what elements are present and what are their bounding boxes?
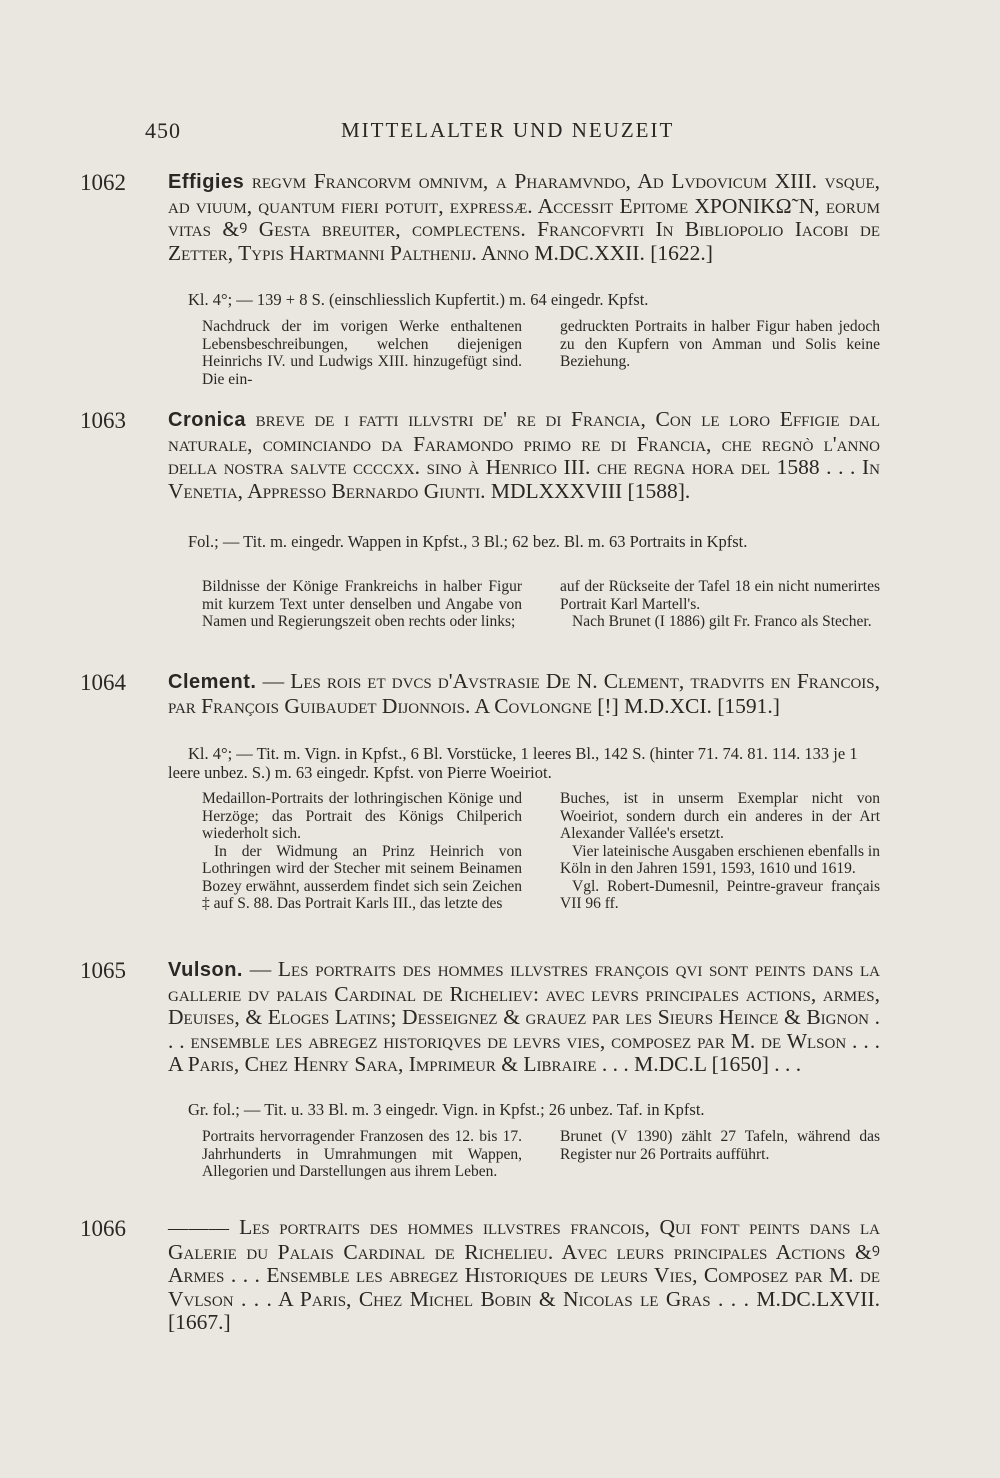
- entry-number: 1066: [80, 1216, 126, 1241]
- note-paragraph: Nach Brunet (I 1886) gilt Fr. Franco als Stecher.: [572, 613, 872, 630]
- note-right-column: [560, 790, 880, 913]
- note-right-column: [560, 1128, 880, 1181]
- note-right-column: [560, 318, 880, 388]
- entry-number: 1062: [80, 170, 126, 195]
- note-paragraph: Bildnisse der Könige Frankreichs in halber Figur mit kurzem Text unter denselben und Angabe von Namen und Regierungszeit oben rechts oder links;: [202, 578, 522, 630]
- entry-lead-word: Vulson.: [168, 959, 243, 981]
- entry-title: [168, 670, 880, 718]
- note-paragraph: Vgl. Robert-Dumesnil, Peintre-graveur français VII 96 ff.: [560, 877, 880, 912]
- entry-lead-word: Cronica: [168, 409, 246, 431]
- entry-title-text: breve de i fatti illvstri de' re di Francia, Con le loro Effigie dal naturale, cominciando da Faramondo primo re di Francia, che regnò l'anno della nostra salvte ccccxx. sino à Henrico III. che regna hora del 1588 . . . In Venetia, Appreſſo Bernardo Giunti. MDLXXXVIII [1588].: [168, 407, 880, 503]
- note-paragraph: Vier lateinische Ausgaben erschienen ebenfalls in Köln in den Jahren 1591, 1593, 1610 und 1619.: [560, 842, 880, 877]
- entry-title-text: Les portraits des hommes illvstres francois, Qui font peints dans la Galerie du Palais Cardinal de Richelieu. Avec leurs principales Actions &ꝰ Armes . . . Ensemble les abregez Hiſtoriques de leurs Vies, Compoſez par M. de Vvlson . . . A Paris, Chez Michel Bobin & Nicolas le Gras . . . M.DC.LXVII. [1667.]: [168, 1215, 880, 1334]
- entry-title: [168, 958, 880, 1077]
- entry-ditto-dash: ———: [168, 1217, 230, 1239]
- note-left-column: [202, 318, 522, 388]
- note-paragraph: Medaillon-Portraits der lothringischen Könige und Herzöge; das Portrait des Königs Chilperich wiederholt sich.: [202, 790, 522, 842]
- running-head: MITTELALTER UND NEUZEIT: [341, 118, 675, 142]
- entry-collation: Gr. fol.; — Tit. u. 33 Bl. m. 3 eingedr. Vign. in Kpfst.; 26 unbez. Taf. in Kpfst.: [188, 1100, 705, 1119]
- note-paragraph: Portraits hervorragender Franzosen des 12. bis 17. Jahrhunderts in Umrahmungen mit Wappen, Allegorien und Darstellungen aus ihrem Leben.: [202, 1128, 522, 1180]
- entry-collation: Kl. 4°; — Tit. m. Vign. in Kpfst., 6 Bl. Vorstücke, 1 leeres Bl., 142 S. (hinter 71. 74. 81. 114. 133 je 1 leere unbez. S.) m. 63 eingedr. Kpfst. von Pierre Woeiriot.: [168, 744, 858, 782]
- entry-title: [168, 170, 880, 265]
- entry-title-text: — Les rois et dvcs d'Avstrasie De N. Clement, tradvits en Francois, par François Guibaudet Dijonnois. A Covlongne [!] M.D.XCI. [1591.]: [168, 669, 880, 718]
- note-left-column: [202, 578, 522, 631]
- entry-title-text: — Les portraits des hommes illvstres françois qvi sont peints dans la gallerie dv palais Cardinal de Richeliev: avec levrs principales actions, armes, Deuiſes, & Eloges Latins; Deſſeignez & grauez par les Sieurs Heince & Bignon . . . ensemble les abregez historiqves de levrs vies, composez par M. de Wlson . . . A Paris, Chez Henry Sara, Imprimeur & Libraire . . . M.DC.L [1650] . . .: [168, 957, 880, 1076]
- note-left-column: [202, 790, 522, 913]
- page-number: 450: [145, 118, 181, 143]
- entry-number: 1065: [80, 958, 126, 983]
- entry-number: 1064: [80, 670, 126, 695]
- entry-lead-word: Effigies: [168, 171, 245, 193]
- note-paragraph: Buches, ist in unserm Exemplar nicht von Woeiriot, sondern durch ein anderes in der Art Alexander Vallée's ersetzt.: [560, 790, 880, 842]
- note-paragraph: Nachdruck der im vorigen Werke enthaltenen Lebensbeschreibungen, welchen diejenigen Heinrichs IV. und Ludwigs XIII. hinzugefügt sind. Die ein-: [202, 318, 522, 388]
- note-paragraph: Brunet (V 1390) zählt 27 Tafeln, während das Register nur 26 Portraits aufführt.: [560, 1128, 880, 1163]
- entry-title-text: regvm Francorvm omnivm, a Pharamvndo, Ad Lvdovicum XIII. vſque, ad viuum, quantum fieri potuit, expreſſæ. Accessit Epitome XPONIKΩ˜N, eorum vitas &ꝰ Geſta breuiter, complectens. Francofvrti In Bibliopolio Iacobi de Zetter, Typis Hartmanni Palthenij. Anno M.DC.XXII. [1622.]: [168, 169, 880, 265]
- note-paragraph: gedruckten Portraits in halber Figur haben jedoch zu den Kupfern von Amman und Solis keine Beziehung.: [560, 318, 880, 370]
- entry-number: 1063: [80, 408, 126, 433]
- note-right-column: [560, 578, 880, 631]
- note-paragraph: In der Widmung an Prinz Heinrich von Lothringen wird der Stecher mit seinem Beinamen Bozey erwähnt, ausserdem findet sich sein Zeichen ‡ auf S. 88. Das Portrait Karls III., das letzte des: [202, 842, 522, 912]
- note-paragraph: auf der Rückseite der Tafel 18 ein nicht numerirtes Portrait Karl Martell's.: [560, 578, 880, 613]
- entry-lead-word: Clement.: [168, 671, 257, 693]
- entry-title: [168, 1216, 880, 1335]
- note-left-column: [202, 1128, 522, 1181]
- entry-collation: Fol.; — Tit. m. eingedr. Wappen in Kpfst., 3 Bl.; 62 bez. Bl. m. 63 Portraits in Kpfst.: [188, 532, 748, 551]
- entry-collation: Kl. 4°; — 139 + 8 S. (einschliesslich Kupfertit.) m. 64 eingedr. Kpfst.: [188, 290, 649, 309]
- entry-title: [168, 408, 880, 503]
- page-header: [145, 118, 675, 148]
